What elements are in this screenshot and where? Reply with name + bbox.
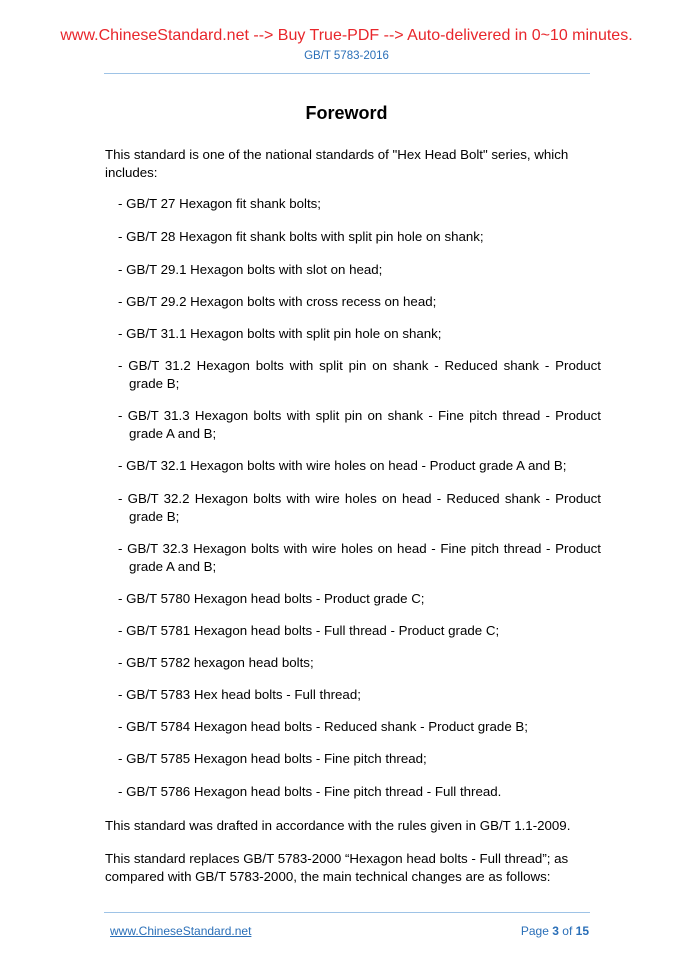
list-item: - GB/T 32.1 Hexagon bolts with wire holes on head - Product grade A and B; xyxy=(118,458,567,473)
list-item: - GB/T 32.3 Hexagon bolts with wire holes on head - Fine pitch thread - Product grade A and B; xyxy=(118,541,601,574)
footer-divider xyxy=(104,912,590,913)
list-item: - GB/T 5781 Hexagon head bolts - Full thread - Product grade C; xyxy=(118,623,500,638)
list-item: - GB/T 5786 Hexagon head bolts - Fine pitch thread - Full thread. xyxy=(118,784,502,799)
list-item: - GB/T 31.2 Hexagon bolts with split pin on shank - Reduced shank - Product grade B; xyxy=(118,358,601,391)
replaces-paragraph: This standard replaces GB/T 5783-2000 “Hexagon head bolts - Full thread”; as compared with GB/T 5783-2000, the main technical changes are as follows: xyxy=(105,851,569,884)
footer-link[interactable]: www.ChineseStandard.net xyxy=(110,924,252,938)
page-number xyxy=(521,924,589,938)
intro-paragraph: This standard is one of the national standards of "Hex Head Bolt" series, which includes: xyxy=(105,147,569,180)
list-item: - GB/T 31.3 Hexagon bolts with split pin on shank - Fine pitch thread - Product grade A and B; xyxy=(118,408,601,441)
page-total: 15 xyxy=(575,924,589,938)
page-label: Page xyxy=(520,924,549,938)
list-item: - GB/T 5780 Hexagon head bolts - Product grade C; xyxy=(118,591,425,606)
header-divider xyxy=(104,73,590,74)
list-item: - GB/T 32.2 Hexagon bolts with wire holes on head - Reduced shank - Product grade B; xyxy=(118,491,601,524)
standard-number: GB/T 5783-2016 xyxy=(304,50,389,62)
list-item: - GB/T 5784 Hexagon head bolts - Reduced shank - Product grade B; xyxy=(118,719,528,734)
page-current: 3 xyxy=(552,924,559,938)
list-item: - GB/T 5785 Hexagon head bolts - Fine pitch thread; xyxy=(118,751,427,766)
page-of-label: of xyxy=(562,924,573,938)
list-item: - GB/T 29.2 Hexagon bolts with cross recess on head; xyxy=(118,294,437,309)
drafted-paragraph: This standard was drafted in accordance with the rules given in GB/T 1.1-2009. xyxy=(105,818,571,833)
list-item: - GB/T 5782 hexagon head bolts; xyxy=(118,655,314,670)
header-banner[interactable]: www.ChineseStandard.net --> Buy True-PDF --> Auto-delivered in 0~10 minutes. xyxy=(60,27,633,44)
list-item: - GB/T 5783 Hex head bolts - Full thread; xyxy=(118,687,361,702)
page-title: Foreword xyxy=(305,103,388,123)
list-item: - GB/T 28 Hexagon fit shank bolts with split pin hole on shank; xyxy=(118,229,484,244)
list-item: - GB/T 31.1 Hexagon bolts with split pin hole on shank; xyxy=(118,326,442,341)
list-item: - GB/T 27 Hexagon fit shank bolts; xyxy=(118,196,322,211)
list-item: - GB/T 29.1 Hexagon bolts with slot on head; xyxy=(118,262,383,277)
